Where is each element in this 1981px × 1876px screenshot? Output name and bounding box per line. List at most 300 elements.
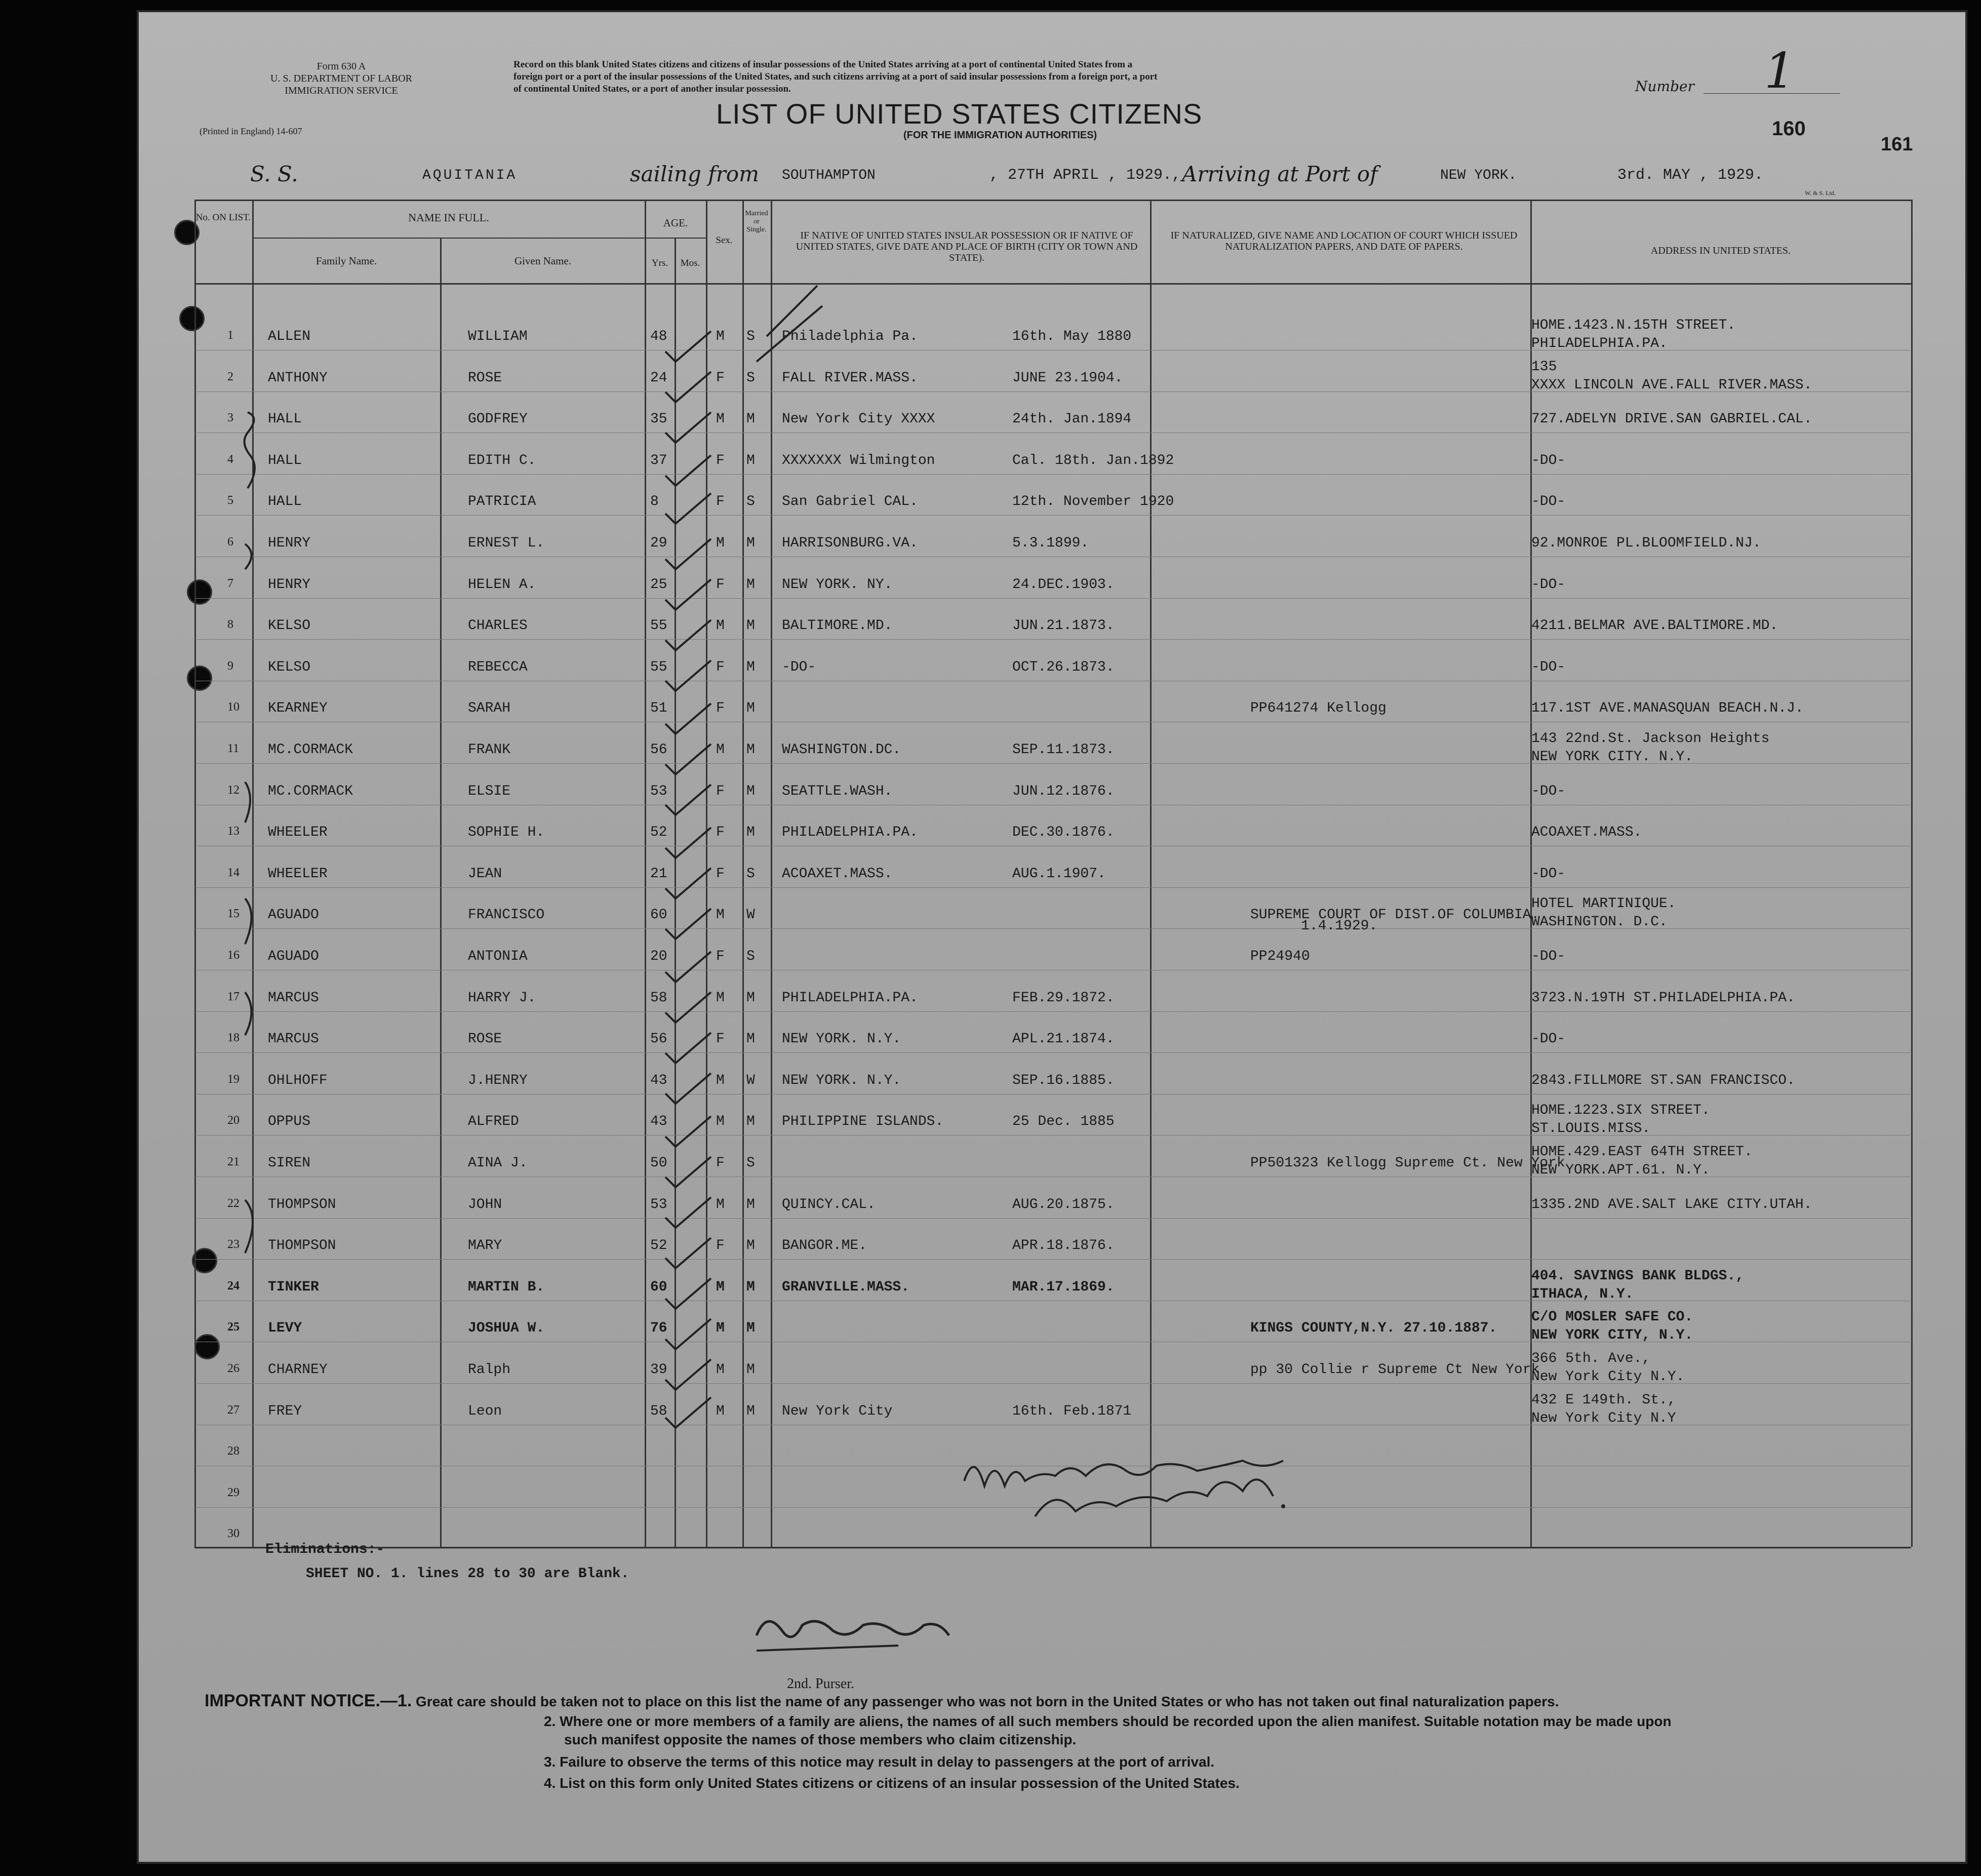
address-line-2: NEW YORK.APT.61. N.Y. (1531, 1162, 1710, 1178)
binder-hole (187, 666, 212, 691)
address-line-1: -DO- (1531, 784, 1566, 799)
birth-place: NEW YORK. N.Y. (782, 1031, 901, 1047)
marital-status: M (746, 784, 755, 799)
notice-line-2: 2. Where one or more members of a family are aliens, the names of all such members should be recorded upon the alien manifest. Suitable notation may be made upon (544, 1713, 1672, 1729)
birth-date: JUNE 23.1904. (1012, 370, 1123, 386)
given-name: J.HENRY (468, 1073, 528, 1088)
marital-status: M (746, 1279, 755, 1295)
family-name: HENRY (268, 577, 311, 593)
service: IMMIGRATION SERVICE (285, 85, 398, 96)
record-note-line: foreign port or a port of the insular possessions of the United States, and such citizens arriving at a port of said insular possessions from a foreign port, a port (513, 71, 1158, 82)
address-line-2: ITHACA, N.Y. (1531, 1286, 1634, 1302)
departure-port: SOUTHAMPTON (782, 168, 876, 183)
row-rule (195, 1094, 1910, 1095)
address-line-2: NEW YORK CITY, N.Y. (1531, 1327, 1693, 1343)
address-line-1: -DO- (1531, 577, 1566, 593)
given-name: ALFRED (468, 1114, 519, 1129)
age: 52 (650, 825, 667, 840)
row-number: 3 (227, 411, 233, 424)
birth-date: 24.DEC.1903. (1012, 577, 1115, 593)
birth-place: Philadelphia Pa. (782, 329, 918, 344)
sex: F (716, 866, 725, 882)
sex: F (716, 577, 725, 593)
given-name: PATRICIA (468, 494, 536, 510)
birth-date: Cal. 18th. Jan.1892 (1012, 453, 1174, 468)
sex: M (716, 1197, 725, 1213)
birth-date: AUG.20.1875. (1012, 1197, 1115, 1213)
family-name: ANTHONY (268, 370, 328, 386)
notice-line-1 (205, 1691, 1559, 1711)
inspector-signature (959, 1440, 1314, 1532)
marital-status: M (746, 1362, 755, 1378)
row-number: 25 (227, 1320, 240, 1334)
row-rule (195, 1135, 1910, 1136)
marital-status: S (746, 494, 755, 510)
form-header-block (210, 60, 473, 97)
address-line-1: 432 E 149th. St., (1531, 1392, 1676, 1408)
family-name: HALL (268, 494, 302, 510)
address-line-1: HOTEL MARTINIQUE. (1531, 896, 1676, 912)
row-number: 23 (227, 1238, 240, 1251)
ship-name: AQUITANIA (422, 168, 518, 183)
given-name: CHARLES (468, 618, 528, 634)
printed-note: (Printed in England) 14-607 (200, 126, 302, 136)
form-id: Form 630 A (316, 61, 366, 72)
col-given: Given Name. (514, 255, 571, 267)
number-value: 1 (1764, 43, 1796, 99)
given-name: WILLIAM (468, 329, 528, 344)
birth-place: GRANVILLE.MASS. (782, 1279, 910, 1295)
number-label: Number (1635, 78, 1694, 95)
given-name: AINA J. (468, 1155, 528, 1171)
col-mos: Mos. (680, 258, 700, 268)
address-line-2: New York City N.Y (1531, 1411, 1676, 1426)
age: 52 (650, 1238, 667, 1254)
given-name: FRANCISCO (468, 907, 545, 923)
page-number-160: 160 (1772, 118, 1806, 140)
birth-date: 5.3.1899. (1012, 535, 1089, 551)
sex: M (716, 1073, 725, 1088)
marital-status: S (746, 949, 755, 964)
age: 55 (650, 618, 667, 634)
age: 35 (650, 411, 667, 427)
binder-hole (179, 306, 205, 331)
naturalization: pp 30 Collie r Supreme Ct New York (1250, 1362, 1540, 1378)
birth-date: SEP.11.1873. (1012, 742, 1115, 758)
row-number: 14 (227, 866, 240, 879)
address-line-1: 1335.2ND AVE.SALT LAKE CITY.UTAH. (1531, 1197, 1812, 1213)
given-name: Leon (468, 1403, 502, 1419)
col-age: AGE. (663, 217, 688, 229)
birth-place: HARRISONBURG.VA. (782, 535, 918, 551)
marital-status: M (746, 659, 755, 675)
address-line-2: WASHINGTON. D.C. (1531, 914, 1668, 930)
family-name: ALLEN (268, 329, 311, 344)
sex: M (716, 535, 725, 551)
arrival-port: NEW YORK. (1440, 168, 1517, 183)
address-line-1: 4211.BELMAR AVE.BALTIMORE.MD. (1531, 618, 1778, 634)
page-subtitle: (FOR THE IMMIGRATION AUTHORITIES) (903, 130, 1097, 141)
row-number: 9 (227, 659, 233, 673)
family-name: AGUADO (268, 907, 319, 923)
row-number: 30 (227, 1527, 240, 1540)
row-number: 19 (227, 1073, 240, 1086)
age: 43 (650, 1073, 667, 1088)
marital-status: M (746, 700, 755, 716)
address-line-1: -DO- (1531, 494, 1566, 510)
age: 53 (650, 784, 667, 799)
sex: F (716, 784, 725, 799)
family-name: SIREN (268, 1155, 311, 1171)
address-line-1: HOME.1223.SIX STREET. (1531, 1103, 1710, 1118)
given-name: JOHN (468, 1197, 502, 1213)
given-name: FRANK (468, 742, 511, 758)
address-line-2: XXXX LINCOLN AVE.FALL RIVER.MASS. (1531, 377, 1812, 393)
birth-place: PHILADELPHIA.PA. (782, 990, 918, 1006)
binder-hole (194, 1334, 220, 1359)
age: 53 (650, 1197, 667, 1213)
address-line-1: -DO- (1531, 453, 1566, 468)
given-name: ELSIE (468, 784, 511, 799)
col-address: ADDRESS IN UNITED STATES. (1650, 245, 1791, 256)
col-sex: Sex. (716, 235, 733, 246)
family-name: THOMPSON (268, 1238, 336, 1254)
marital-status: W (746, 907, 755, 923)
col-birth: IF NATIVE OF UNITED STATES INSULAR POSSESSION OR IF NATIVE OF UNITED STATES, GIVE DATE AND PLACE OF BIRTH (CITY OR TOWN AND STATE). (796, 230, 1138, 263)
record-note (513, 59, 1157, 95)
family-name: AGUADO (268, 949, 319, 964)
marital-status: M (746, 1320, 755, 1336)
family-name: MC.CORMACK (268, 784, 353, 799)
col-no: No. ON LIST. (195, 212, 251, 223)
family-name: HALL (268, 411, 302, 427)
sex: F (716, 1238, 725, 1254)
birth-date: 16th. Feb.1871 (1012, 1403, 1132, 1419)
age: 51 (650, 700, 667, 716)
row-number: 11 (227, 742, 240, 755)
printer-mark: W. & S. Ltd. (1805, 189, 1836, 197)
given-name: HELEN A. (468, 577, 536, 593)
birth-date: 25 Dec. 1885 (1012, 1114, 1115, 1129)
record-note-line: of continental United States, or a port of another insular possession. (513, 84, 791, 94)
family-name: MARCUS (268, 1031, 319, 1047)
sex: M (716, 1114, 725, 1129)
marital-status: M (746, 1031, 755, 1047)
purser-signature (746, 1605, 959, 1666)
age: 58 (650, 1403, 667, 1419)
sex: M (716, 1362, 725, 1378)
naturalization-date: 1.4.1929. (1301, 918, 1378, 934)
birth-date: APL.21.1874. (1012, 1031, 1115, 1047)
row-number: 28 (227, 1444, 240, 1458)
given-name: JEAN (468, 866, 502, 882)
binder-hole (187, 579, 212, 605)
sail-date: , 27TH APRIL , 1929., (989, 167, 1181, 184)
purser-label: 2nd. Purser. (787, 1676, 854, 1692)
age: 20 (650, 949, 667, 964)
birth-date: JUN.12.1876. (1012, 784, 1115, 799)
address-line-1: C/O MOSLER SAFE CO. (1531, 1309, 1693, 1325)
age: 55 (650, 659, 667, 675)
family-name: TINKER (268, 1279, 319, 1295)
address-line-1: -DO- (1531, 866, 1566, 882)
sex: M (716, 329, 725, 344)
sex: F (716, 700, 725, 716)
marital-status: M (746, 1197, 755, 1213)
marital-status: M (746, 618, 755, 634)
notice-line-3: 3. Failure to observe the terms of this notice may result in delay to passengers at the port of arrival. (544, 1754, 1215, 1770)
birth-date: SEP.16.1885. (1012, 1073, 1115, 1088)
sailing-label: sailing from (630, 162, 759, 186)
row-number: 16 (227, 949, 240, 962)
marital-status: M (746, 453, 755, 468)
birth-place: -DO- (782, 659, 816, 675)
family-name: HENRY (268, 535, 311, 551)
sex: M (716, 1403, 725, 1419)
record-note-line: Record on this blank United States citizens and citizens of insular possessions of the United States arriving at a port of continental United States from a (513, 59, 1133, 70)
address-line-1: 727.ADELYN DRIVE.SAN GABRIEL.CAL. (1531, 411, 1812, 427)
ss-label: S. S. (250, 162, 298, 186)
birth-date: JUN.21.1873. (1012, 618, 1115, 634)
address-line-1: 366 5th. Ave., (1531, 1351, 1651, 1366)
row-number: 12 (227, 784, 240, 797)
row-rule (195, 1259, 1910, 1260)
naturalization: SUPREME COURT OF DIST.OF COLUMBIA. (1250, 907, 1540, 923)
address-line-1: -DO- (1531, 1031, 1566, 1047)
given-name: ERNEST L. (468, 535, 545, 551)
marital-status: M (746, 411, 755, 427)
marital-status: M (746, 535, 755, 551)
birth-place: BALTIMORE.MD. (782, 618, 893, 634)
row-number: 2 (227, 370, 233, 383)
department: U. S. DEPARTMENT OF LABOR (270, 73, 412, 84)
tick-marks (655, 276, 939, 1440)
family-brackets (225, 407, 265, 1268)
marital-status: S (746, 866, 755, 882)
given-name: EDITH C. (468, 453, 536, 468)
birth-date: AUG.1.1907. (1012, 866, 1106, 882)
marital-status: M (746, 1238, 755, 1254)
age: 37 (650, 453, 667, 468)
birth-place: New York City (782, 1403, 893, 1419)
birth-place: ACOAXET.MASS. (782, 866, 893, 882)
family-name: WHEELER (268, 866, 328, 882)
given-name: HARRY J. (468, 990, 536, 1006)
arrival-date: 3rd. MAY , 1929. (1617, 167, 1764, 184)
row-number: 21 (227, 1155, 240, 1168)
age: 21 (650, 866, 667, 882)
age: 76 (650, 1320, 667, 1336)
birth-place: PHILADELPHIA.PA. (782, 825, 918, 840)
notice-heading: IMPORTANT NOTICE.—1. (205, 1691, 412, 1710)
row-number: 8 (227, 618, 233, 631)
row-number: 5 (227, 494, 233, 507)
birth-place: BANGOR.ME. (782, 1238, 867, 1254)
row-number: 1 (227, 329, 233, 342)
address-line-1: -DO- (1531, 949, 1566, 964)
family-name: THOMPSON (268, 1197, 336, 1213)
given-name: Ralph (468, 1362, 511, 1378)
age: 60 (650, 907, 667, 923)
age: 24 (650, 370, 667, 386)
row-rule (195, 515, 1910, 516)
family-name: KEARNEY (268, 700, 328, 716)
sex: M (716, 1320, 725, 1336)
eliminations-label: Eliminations:- (265, 1542, 385, 1557)
birth-date: MAR.17.1869. (1012, 1279, 1115, 1295)
birth-place: San Gabriel CAL. (782, 494, 918, 510)
sex: F (716, 1031, 725, 1047)
given-name: SOPHIE H. (468, 825, 545, 840)
row-rule (195, 1218, 1910, 1219)
row-rule (195, 639, 1910, 640)
age: 43 (650, 1114, 667, 1129)
birth-place: FALL RIVER.MASS. (782, 370, 918, 386)
marital-status: M (746, 990, 755, 1006)
birth-place: PHILIPPINE ISLANDS. (782, 1114, 944, 1129)
age: 8 (650, 494, 659, 510)
col-yrs: Yrs. (651, 258, 668, 268)
given-name: SARAH (468, 700, 511, 716)
birth-date: APR.18.1876. (1012, 1238, 1115, 1254)
marital-status: S (746, 370, 755, 386)
family-name: MC.CORMACK (268, 742, 353, 758)
address-line-1: 135 (1531, 359, 1557, 375)
sex: M (716, 742, 725, 758)
given-name: ROSE (468, 370, 502, 386)
family-name: OHLHOFF (268, 1073, 328, 1088)
sex: M (716, 907, 725, 923)
birth-place: New York City XXXX (782, 411, 935, 427)
sex: F (716, 453, 725, 468)
row-rule (195, 474, 1910, 475)
notice-text: Great care should be taken not to place on this list the name of any passenger who was not born in the United States or who has not taken out final naturalization papers. (416, 1694, 1559, 1709)
family-name: KELSO (268, 618, 311, 634)
row-number: 13 (227, 825, 240, 838)
notice-line-2b: such manifest opposite the names of those members who claim citizenship. (564, 1732, 1077, 1747)
given-name: MARY (468, 1238, 502, 1254)
sex: F (716, 949, 725, 964)
given-name: ANTONIA (468, 949, 528, 964)
row-rule (195, 1011, 1910, 1012)
birth-date: FEB.29.1872. (1012, 990, 1115, 1006)
address-line-1: HOME.429.EAST 64TH STREET. (1531, 1144, 1753, 1160)
family-name: CHARNEY (268, 1362, 328, 1378)
given-name: ROSE (468, 1031, 502, 1047)
age: 39 (650, 1362, 667, 1378)
row-number: 22 (227, 1197, 240, 1210)
row-number: 15 (227, 907, 240, 920)
address-line-2: NEW YORK CITY. N.Y. (1531, 749, 1693, 765)
row-number: 10 (227, 700, 240, 714)
family-name: KELSO (268, 659, 311, 675)
marital-status: M (746, 577, 755, 593)
birth-place: NEW YORK. NY. (782, 577, 893, 593)
sex: M (716, 411, 725, 427)
row-number: 26 (227, 1362, 240, 1375)
birth-place: NEW YORK. N.Y. (782, 1073, 901, 1088)
naturalization: PP24940 (1250, 949, 1310, 964)
family-name: FREY (268, 1403, 302, 1419)
row-rule (195, 887, 1910, 888)
naturalization: PP501323 Kellogg Supreme Ct. New York (1250, 1155, 1565, 1171)
birth-date: OCT.26.1873. (1012, 659, 1115, 675)
marital-status: S (746, 329, 755, 344)
given-name: REBECCA (468, 659, 528, 675)
naturalization: KINGS COUNTY,N.Y. 27.10.1887. (1250, 1320, 1497, 1336)
sex: F (716, 659, 725, 675)
row-number: 24 (227, 1279, 240, 1293)
address-line-1: 143 22nd.St. Jackson Heights (1531, 731, 1770, 747)
given-name: GODFREY (468, 411, 528, 427)
given-name: JOSHUA W. (468, 1320, 545, 1336)
page-title: LIST OF UNITED STATES CITIZENS (716, 98, 1203, 130)
row-number: 27 (227, 1403, 240, 1417)
address-line-1: ACOAXET.MASS. (1531, 825, 1642, 840)
row-rule (195, 1548, 1910, 1549)
age: 56 (650, 742, 667, 758)
birth-date: 24th. Jan.1894 (1012, 411, 1132, 427)
sex: M (716, 990, 725, 1006)
row-rule (195, 1052, 1910, 1053)
age: 58 (650, 990, 667, 1006)
family-name: HALL (268, 453, 302, 468)
address-line-1: 117.1ST AVE.MANASQUAN BEACH.N.J. (1531, 700, 1804, 716)
age: 56 (650, 1031, 667, 1047)
age: 60 (650, 1279, 667, 1295)
marital-status: M (746, 1403, 755, 1419)
address-line-1: 404. SAVINGS BANK BLDGS., (1531, 1268, 1745, 1284)
age: 25 (650, 577, 667, 593)
row-number: 20 (227, 1114, 240, 1127)
row-number: 6 (227, 535, 233, 549)
row-number: 18 (227, 1031, 240, 1044)
sex: M (716, 618, 725, 634)
sex: F (716, 494, 725, 510)
sex: F (716, 370, 725, 386)
arriving-label: Arriving at Port of (1182, 162, 1378, 186)
row-number: 17 (227, 990, 240, 1003)
marital-status: S (746, 1155, 755, 1171)
notice-line-4: 4. List on this form only United States citizens or citizens of an insular possession of the United States. (544, 1775, 1240, 1791)
birth-place: WASHINGTON.DC. (782, 742, 901, 758)
row-rule (195, 598, 1910, 599)
row-number: 7 (227, 577, 233, 590)
birth-date: 16th. May 1880 (1012, 329, 1132, 344)
age: 29 (650, 535, 667, 551)
family-name: LEVY (268, 1320, 302, 1336)
sex: F (716, 1155, 725, 1171)
age: 48 (650, 329, 667, 344)
marital-status: M (746, 1114, 755, 1129)
family-name: WHEELER (268, 825, 328, 840)
birth-date: 12th. November 1920 (1012, 494, 1174, 510)
address-line-1: 3723.N.19TH ST.PHILADELPHIA.PA. (1531, 990, 1795, 1006)
sex: F (716, 825, 725, 840)
address-line-1: -DO- (1531, 659, 1566, 675)
marital-status: M (746, 825, 755, 840)
birth-place: QUINCY.CAL. (782, 1197, 876, 1213)
address-line-1: 2843.FILLMORE ST.SAN FRANCISCO. (1531, 1073, 1795, 1088)
manifest-page (137, 10, 1967, 1864)
address-line-1: HOME.1423.N.15TH STREET. (1531, 318, 1736, 333)
birth-place: SEATTLE.WASH. (782, 784, 893, 799)
address-line-1: 92.MONROE PL.BLOOMFIELD.NJ. (1531, 535, 1761, 551)
age: 50 (650, 1155, 667, 1171)
row-number: 29 (227, 1486, 240, 1499)
page-number-161: 161 (1881, 134, 1913, 155)
given-name: MARTIN B. (468, 1279, 545, 1295)
